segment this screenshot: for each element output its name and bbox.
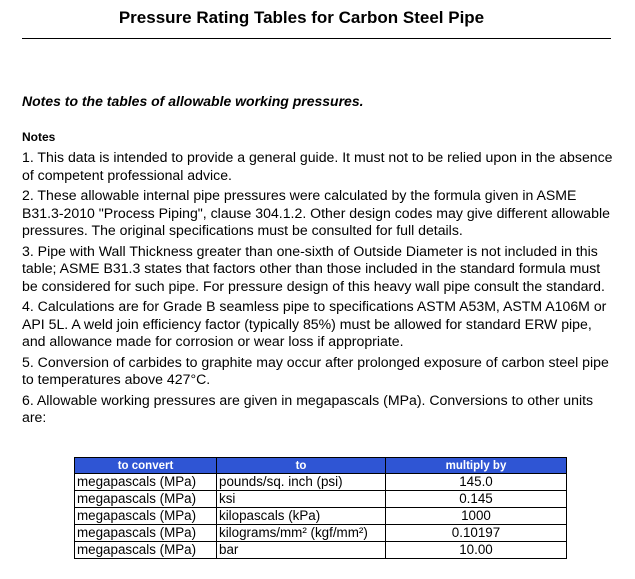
table-header-row (75, 458, 567, 474)
table-row (75, 491, 567, 508)
notes-heading: Notes (22, 130, 56, 144)
table-cell: ksi (217, 491, 386, 508)
column-header: to (217, 458, 386, 474)
section-subtitle: Notes to the tables of allowable working pressures. (22, 93, 364, 109)
table-row (75, 474, 567, 491)
note-item: 3. Pipe with Wall Thickness greater than one-sixth of Outside Diameter is not included in this table; ASME B31.3 states that factors other than those included in the standard formula must be considered for such pipe. For pressure design of this heavy wall pipe consult the standard. (22, 242, 605, 294)
table-cell: 10.00 (386, 542, 567, 559)
table-row (75, 525, 567, 542)
table-cell: 0.10197 (386, 525, 567, 542)
note-item: 1. This data is intended to provide a general guide. It must not to be relied upon in the absence of competent professional advice. (22, 149, 613, 183)
note-item: 6. Allowable working pressures are given in megapascals (MPa). Conversions to other units are: (22, 391, 594, 425)
notes-list (22, 149, 617, 430)
note-item: 5. Conversion of carbides to graphite may occur after prolonged exposure of carbon steel pipe to temperatures above 427°C. (22, 353, 609, 387)
table-cell: 0.145 (386, 491, 567, 508)
table-row (75, 542, 567, 559)
table-cell: 145.0 (386, 474, 567, 491)
column-header: to convert (75, 458, 217, 474)
table-cell: kilopascals (kPa) (217, 508, 386, 525)
table-cell: megapascals (MPa) (75, 474, 217, 491)
table-row (75, 508, 567, 525)
table-cell: kilograms/mm² (kgf/mm²) (217, 525, 386, 542)
table-cell: pounds/sq. inch (psi) (217, 474, 386, 491)
table-cell: 1000 (386, 508, 567, 525)
table-cell: megapascals (MPa) (75, 542, 217, 559)
note-item: 4. Calculations are for Grade B seamless pipe to specifications ASTM A53M, ASTM A106M or API 5L. A weld join efficiency factor (typically 85%) must be allowed for standard ERW pipe, and allowance made for corrosion or wear loss if appropriate. (22, 298, 607, 349)
conversion-table (74, 457, 567, 559)
page-title: Pressure Rating Tables for Carbon Steel Pipe (118, 8, 485, 27)
table-cell: megapascals (MPa) (75, 508, 217, 525)
table-cell: megapascals (MPa) (75, 491, 217, 508)
column-header: multiply by (386, 458, 567, 474)
table-cell: megapascals (MPa) (75, 525, 217, 542)
note-item: 2. These allowable internal pipe pressures were calculated by the formula given in ASME B31.3-2010 "Process Piping", clause 304.1.2. Other design codes may give different allowable pressures. The original specifications must be consulted for full details. (22, 187, 610, 238)
title-divider (22, 38, 611, 39)
table-cell: bar (217, 542, 386, 559)
